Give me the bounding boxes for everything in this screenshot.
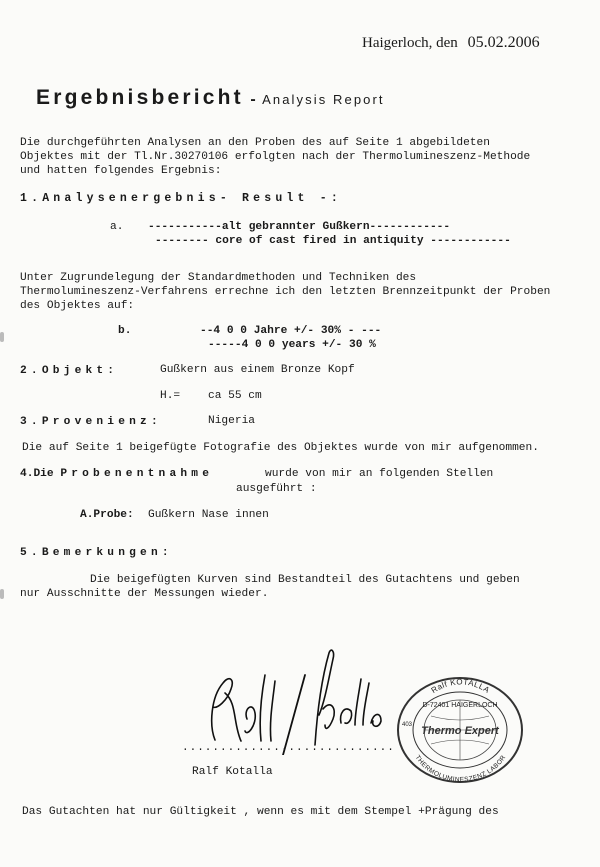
- signature-name: Ralf Kotalla: [192, 766, 273, 778]
- svg-text:THERMOLUMINESZENZ LABOR: [414, 754, 508, 783]
- section2-heading: 2.Objekt:: [20, 365, 119, 377]
- section1-heading: 1.Analysenergebnis- Result -:: [20, 192, 342, 205]
- section4-word-spaced: Probenentnahme: [60, 468, 214, 480]
- photo-note: Die auf Seite 1 beigefügte Fotografie des Objektes wurde von mir aufgenommen.: [22, 442, 539, 454]
- header-date-line: [362, 34, 540, 52]
- method-line: Thermolumineszenz-Verfahrens errechne ich den letzten Brennzeitpunkt der Proben: [20, 286, 551, 298]
- result-b-line1: --4 0 0 Jahre +/- 30% - ---: [200, 325, 382, 337]
- intro-line: Die durchgeführten Analysen an den Proben des auf Seite 1 abgebildeten: [20, 137, 490, 149]
- stamp-top-text: Ralf KOTALLA: [429, 677, 492, 696]
- section5-heading: 5.Bemerkungen:: [20, 547, 173, 559]
- section4-word-die: Die: [33, 468, 54, 480]
- section5-line: Die beigefügten Kurven sind Bestandteil des Gutachtens und geben: [90, 574, 520, 586]
- section4-text2: ausgeführt :: [236, 483, 317, 495]
- section1-a-line1: -----------alt gebrannter Gußkern------------: [148, 221, 451, 233]
- section4-text: wurde von mir an folgenden Stellen: [265, 468, 494, 480]
- lab-stamp: [393, 672, 528, 787]
- section5-line: nur Ausschnitte der Messungen wieder.: [20, 588, 269, 600]
- method-line: Unter Zugrundelegung der Standardmethoden und Techniken des: [20, 272, 417, 284]
- page-title: [36, 86, 385, 110]
- intro-line: Objektes mit der Tl.Nr.30270106 erfolgten nach der Thermolumineszenz-Methode: [20, 151, 531, 163]
- signature-dots: ............................: [182, 742, 395, 754]
- signature-scribble: [195, 645, 385, 755]
- section2-height-value: ca 55 cm: [208, 390, 262, 402]
- method-line: des Objektes auf:: [20, 300, 135, 312]
- section4-heading: [20, 468, 213, 480]
- section3-value: Nigeria: [208, 415, 255, 427]
- edge-mark: [0, 589, 4, 599]
- section2-value: Gußkern aus einem Bronze Kopf: [160, 364, 355, 376]
- section2-height-label: H.=: [160, 390, 181, 402]
- header-place: Haigerloch: [362, 35, 429, 51]
- title-main: Ergebnisbericht: [36, 86, 244, 109]
- header-date: 05.02.2006: [467, 34, 540, 51]
- header-date-label: , den: [428, 35, 458, 51]
- stamp-bottom-text: THERMOLUMINESZENZ LABOR: [413, 754, 508, 784]
- title-sub: Analysis Report: [262, 92, 385, 107]
- stamp-side: 403: [402, 722, 413, 728]
- section4-number: 4.: [20, 468, 34, 480]
- stamp-address: D-72401 HAIGERLOCH: [422, 702, 498, 709]
- probe-label: A.Probe:: [80, 509, 134, 521]
- edge-mark: [0, 332, 4, 342]
- section1-a-label: a.: [110, 221, 124, 233]
- probe-value: Gußkern Nase innen: [148, 509, 269, 521]
- result-b-label: b.: [118, 325, 132, 337]
- result-b-line2: -----4 0 0 years +/- 30 %: [208, 339, 376, 351]
- footer-text: Das Gutachten hat nur Gültigkeit , wenn es mit dem Stempel +Prägung des: [22, 806, 499, 818]
- intro-line: und hatten folgendes Ergebnis:: [20, 165, 222, 177]
- section1-a-line2: -------- core of cast fired in antiquity ------------: [155, 235, 511, 247]
- section3-heading: 3.Provenienz:: [20, 416, 162, 428]
- stamp-center: Thermo Expert: [421, 725, 499, 737]
- title-dash: -: [250, 91, 256, 108]
